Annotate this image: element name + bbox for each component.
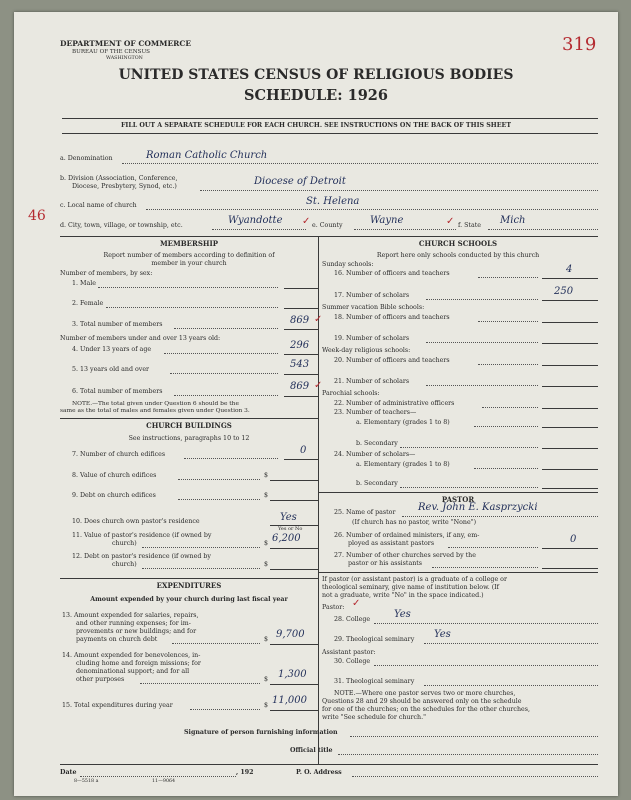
- college-label: 28. College: [334, 616, 371, 623]
- local-name-label: c. Local name of church: [60, 202, 137, 209]
- pastor-note-1: NOTE.—Where one pastor serves two or more churches,: [334, 690, 516, 697]
- total-members-label: 3. Total number of members: [72, 321, 163, 328]
- membership-note-1: NOTE.—The total given under Question 6 should be the: [72, 401, 239, 407]
- date-label: Date: [60, 769, 77, 776]
- signature-label: Signature of person furnishing information: [184, 729, 338, 736]
- pastor-name-value: Rev. John E. Kasprzycki: [418, 502, 538, 513]
- division-label: b. Division (Association, Conference,: [60, 175, 178, 182]
- running-expenses-label: 13. Amount expended for salaries, repairs,: [62, 612, 199, 619]
- division-value: Diocese of Detroit: [254, 176, 346, 187]
- assistant-ministers-label: 26. Number of ordained ministers, if any, em-: [334, 532, 480, 539]
- pastor-note-4: write "See schedule for church.": [322, 714, 426, 721]
- check-mark: ✓: [302, 216, 311, 227]
- city-heading: WASHINGTON: [106, 56, 143, 61]
- buildings-sub: See instructions, paragraphs 10 to 12: [128, 435, 250, 442]
- corner-number: 319: [562, 34, 597, 55]
- assistant-ministers-value: 0: [570, 534, 577, 545]
- summer-teachers-label: 18. Number of officers and teachers: [334, 314, 450, 321]
- sunday-teachers-label: 16. Number of officers and teachers: [334, 270, 450, 277]
- check-mark: ✓: [314, 314, 323, 325]
- official-title-label: Official title: [290, 747, 333, 754]
- membership-note-2: same as the total of males and females given under Question 3.: [60, 408, 250, 414]
- division-label-cont: Diocese, Presbytery, Synod, etc.): [72, 183, 177, 190]
- pastor-name-label: 25. Name of pastor: [334, 509, 396, 516]
- local-name-value: St. Helena: [306, 196, 360, 207]
- form-code-2: 11—9064: [152, 779, 176, 784]
- male-label: 1. Male: [72, 280, 96, 287]
- census-schedule-sheet: DEPARTMENT OF COMMERCE BUREAU OF THE CENSUS WASHINGTON 319 UNITED STATES CENSUS OF RELIGIOUS BODIES SCHEDULE: 1926 FILL OUT A SEPARATE SCHEDULE FOR EACH CHURCH. SEE INSTRUCTIONS ON THE BACK OF THIS SHEET 46 a. Denomination Roman Catholic Church b. Division (Association, Conference, Diocese, Presbytery, Synod, etc.) Diocese of Detroit c. Local name of church St. Helena d. City, town, village, or township, etc. Wyandotte ✓ e. County Wayne ✓ f. State Mich MEMBERSHIP Report number of members according to definition of member in your church Number of members, by sex: 1. Male 2. Female 3. Total number of members 869 ✓ Number of members under and over 13 years old: 4. Under 13 years of age 296 5. 13 years old and over 543 6. Total number of members 869 ✓ NOTE.—The total given under Question 6 should be the same as the total of males and females given under Question 3. CHURCH BUILDINGS See instructions, paragraphs 10 to 12 7. Number of church edifices 0 8. Value of church edifices $ 9. Debt on church edifices $ 10. Does church own pastor's residence Yes Yes or No 11. Value of pastor's residence (if owned by church) $ 6,200 12. Debt on pastor's residence (if owned by church) $ EXPENDITURES Amount expended by your church during last fiscal year 13. Amount expended for salaries, repairs, and other running expenses; for im- provements or new buildings; and for payments on church debt $ 9,700 14. Amount expended for benevolences, in- cluding home and foreign missions; for denominational support; and for all other purposes $ 1,300 15. Total expenditures during year $ 11,000 CHURCH SCHOOLS Report here only schools conducted by this church Sunday schools: 16. Number of officers and teachers 4 17. Number of scholars 250 Summer vacation Bible schools: 18. Number of officers and teachers 19. Number of scholars Week-day religious schools: 20. Number of officers and teachers 21. Number of scholars Parochial schools: 22. Number of administrative officers 23. Number of teachers— a. Elementary (grades 1 to 8) b. Secondary 24. Number of scholars— a. Elementary (grades 1 to 8) b. Secondary PASTOR 25. Name of pastor Rev. John E. Kasprzycki (If church has no pastor, write "None") 26. Number of ordained ministers, if any, em- ployed as assistant pastors 0 27. Number of other churches served by the pastor or his assistants If pastor (or assistant pastor) is a graduate of a college or theological seminary, give name of institution below. (If not a graduate, write "No" in the space indicated.) Pastor: ✓ 28. College Yes 29. Theological seminary Yes Assistant pastor: 30. College 31. Theological seminary NOTE.—Where one pastor serves two or more churches, Questions 28 and 29 should be answered only on the schedule for one of the churches; on the schedules for the other churches, write "See schedule for church." Signature of person furnishing information Official title Date , 192 P. O. Address 8—5518 a 11—9064: [14, 12, 618, 796]
- female-label: 2. Female: [72, 300, 104, 307]
- state-value: Mich: [500, 215, 526, 226]
- assistant-seminary-label: 31. Theological seminary: [334, 678, 415, 685]
- total-members-value: 869: [290, 315, 310, 326]
- yes-or-no-hint: Yes or No: [278, 526, 303, 532]
- over-13-label: 5. 13 years old and over: [72, 366, 150, 373]
- residence-value-amount: 6,200: [272, 533, 301, 544]
- expenditures-heading: EXPENDITURES: [156, 581, 222, 590]
- bureau-heading: BUREAU OF THE CENSUS: [72, 49, 151, 55]
- sunday-schools-label: Sunday schools:: [322, 261, 374, 268]
- expenditures-sub: Amount expended by your church during last fiscal year: [90, 596, 288, 603]
- residence-debt-label: 12. Debt on pastor's residence (if owned by: [72, 553, 211, 560]
- seminary-label: 29. Theological seminary: [334, 636, 415, 643]
- summer-schools-label: Summer vacation Bible schools:: [322, 304, 425, 311]
- year-label: , 192: [236, 769, 254, 776]
- weekday-scholars-label: 21. Number of scholars: [334, 378, 410, 385]
- teachers-secondary-label: b. Secondary: [356, 440, 398, 447]
- summer-scholars-label: 19. Number of scholars: [334, 335, 410, 342]
- form-title: UNITED STATES CENSUS OF RELIGIOUS BODIES: [118, 67, 514, 83]
- teachers-label: 23. Number of teachers—: [334, 409, 417, 416]
- members-by-sex-label: Number of members, by sex:: [60, 270, 153, 277]
- denomination-label: a. Denomination: [60, 155, 113, 162]
- scholars-label: 24. Number of scholars—: [334, 451, 416, 458]
- form-code-1: 8—5518 a: [74, 779, 99, 784]
- sunday-scholars-value: 250: [554, 286, 574, 297]
- teachers-elementary-label: a. Elementary (grades 1 to 8): [356, 419, 450, 426]
- total-expenditures-value: 11,000: [272, 695, 307, 706]
- assistant-pastor-label: Assistant pastor:: [322, 649, 376, 656]
- denomination-value: Roman Catholic Church: [146, 150, 268, 161]
- owns-residence-value: Yes: [280, 512, 297, 523]
- city-value: Wyandotte: [228, 215, 283, 226]
- benevolences-value: 1,300: [278, 669, 307, 680]
- assistant-college-label: 30. College: [334, 658, 371, 665]
- sunday-scholars-label: 17. Number of scholars: [334, 292, 410, 299]
- check-mark: ✓: [314, 380, 323, 391]
- total-members-2-value: 869: [290, 381, 310, 392]
- college-value: Yes: [394, 609, 411, 620]
- edifice-value-label: 8. Value of church edifices: [72, 472, 157, 479]
- po-address-label: P. O. Address: [296, 769, 342, 776]
- church-edifices-label: 7. Number of church edifices: [72, 451, 166, 458]
- benevolences-label: 14. Amount expended for benevolences, in-: [62, 652, 201, 659]
- membership-heading: MEMBERSHIP: [159, 239, 219, 248]
- church-edifices-value: 0: [300, 445, 307, 456]
- total-expenditures-label: 15. Total expenditures during year: [62, 702, 173, 709]
- over-13-value: 543: [290, 359, 310, 370]
- buildings-heading: CHURCH BUILDINGS: [146, 421, 232, 430]
- sunday-teachers-value: 4: [566, 264, 573, 275]
- owns-residence-label: 10. Does church own pastor's residence: [72, 518, 200, 525]
- pastor-sub-label: Pastor:: [322, 604, 345, 611]
- scholars-secondary-label: b. Secondary: [356, 480, 398, 487]
- residence-value-label: 11. Value of pastor's residence (if owned by: [72, 532, 212, 539]
- parochial-schools-label: Parochial schools:: [322, 390, 380, 397]
- other-churches-label: 27. Number of other churches served by the: [334, 552, 476, 559]
- membership-sub1: Report number of members according to definition of: [103, 252, 275, 259]
- total-members-2-label: 6. Total number of members: [72, 388, 163, 395]
- instructions-line: FILL OUT A SEPARATE SCHEDULE FOR EACH CHURCH. SEE INSTRUCTIONS ON THE BACK OF THIS SHEET: [120, 122, 512, 129]
- county-value: Wayne: [370, 215, 404, 226]
- city-label: d. City, town, village, or township, etc.: [60, 222, 183, 229]
- pastor-note-3: for one of the churches; on the schedules for the other churches,: [322, 706, 530, 713]
- state-label: f. State: [458, 222, 481, 229]
- check-mark: ✓: [352, 598, 361, 609]
- seminary-value: Yes: [434, 629, 451, 640]
- schools-sub: Report here only schools conducted by this church: [376, 252, 540, 259]
- admin-officers-label: 22. Number of administrative officers: [334, 400, 455, 407]
- schools-heading: CHURCH SCHOOLS: [418, 239, 498, 248]
- county-label: e. County: [312, 222, 343, 229]
- under-13-label: 4. Under 13 years of age: [72, 346, 152, 353]
- form-subtitle: SCHEDULE: 1926: [244, 87, 388, 104]
- weekday-schools-label: Week-day religious schools:: [322, 347, 411, 354]
- graduate-instructions-3: not a graduate, write "No" in the space indicated.): [322, 592, 484, 599]
- membership-sub2: member in your church: [151, 260, 227, 267]
- edifice-debt-label: 9. Debt on church edifices: [72, 492, 156, 499]
- running-expenses-value: 9,700: [276, 629, 305, 640]
- graduate-instructions-1: If pastor (or assistant pastor) is a graduate of a college or: [322, 576, 507, 583]
- margin-number: 46: [28, 208, 46, 224]
- under-13-value: 296: [290, 340, 310, 351]
- department-heading: DEPARTMENT OF COMMERCE: [60, 39, 192, 48]
- check-mark: ✓: [446, 216, 455, 227]
- graduate-instructions-2: theological seminary, give name of institution below. (If: [322, 584, 500, 591]
- weekday-teachers-label: 20. Number of officers and teachers: [334, 357, 450, 364]
- no-pastor-hint: (If church has no pastor, write "None"): [352, 519, 477, 526]
- pastor-note-2: Questions 28 and 29 should be answered only on the schedule: [322, 698, 522, 705]
- age-header: Number of members under and over 13 years old:: [60, 335, 221, 342]
- pastor-heading: PASTOR: [441, 495, 475, 504]
- scholars-elementary-label: a. Elementary (grades 1 to 8): [356, 461, 450, 468]
